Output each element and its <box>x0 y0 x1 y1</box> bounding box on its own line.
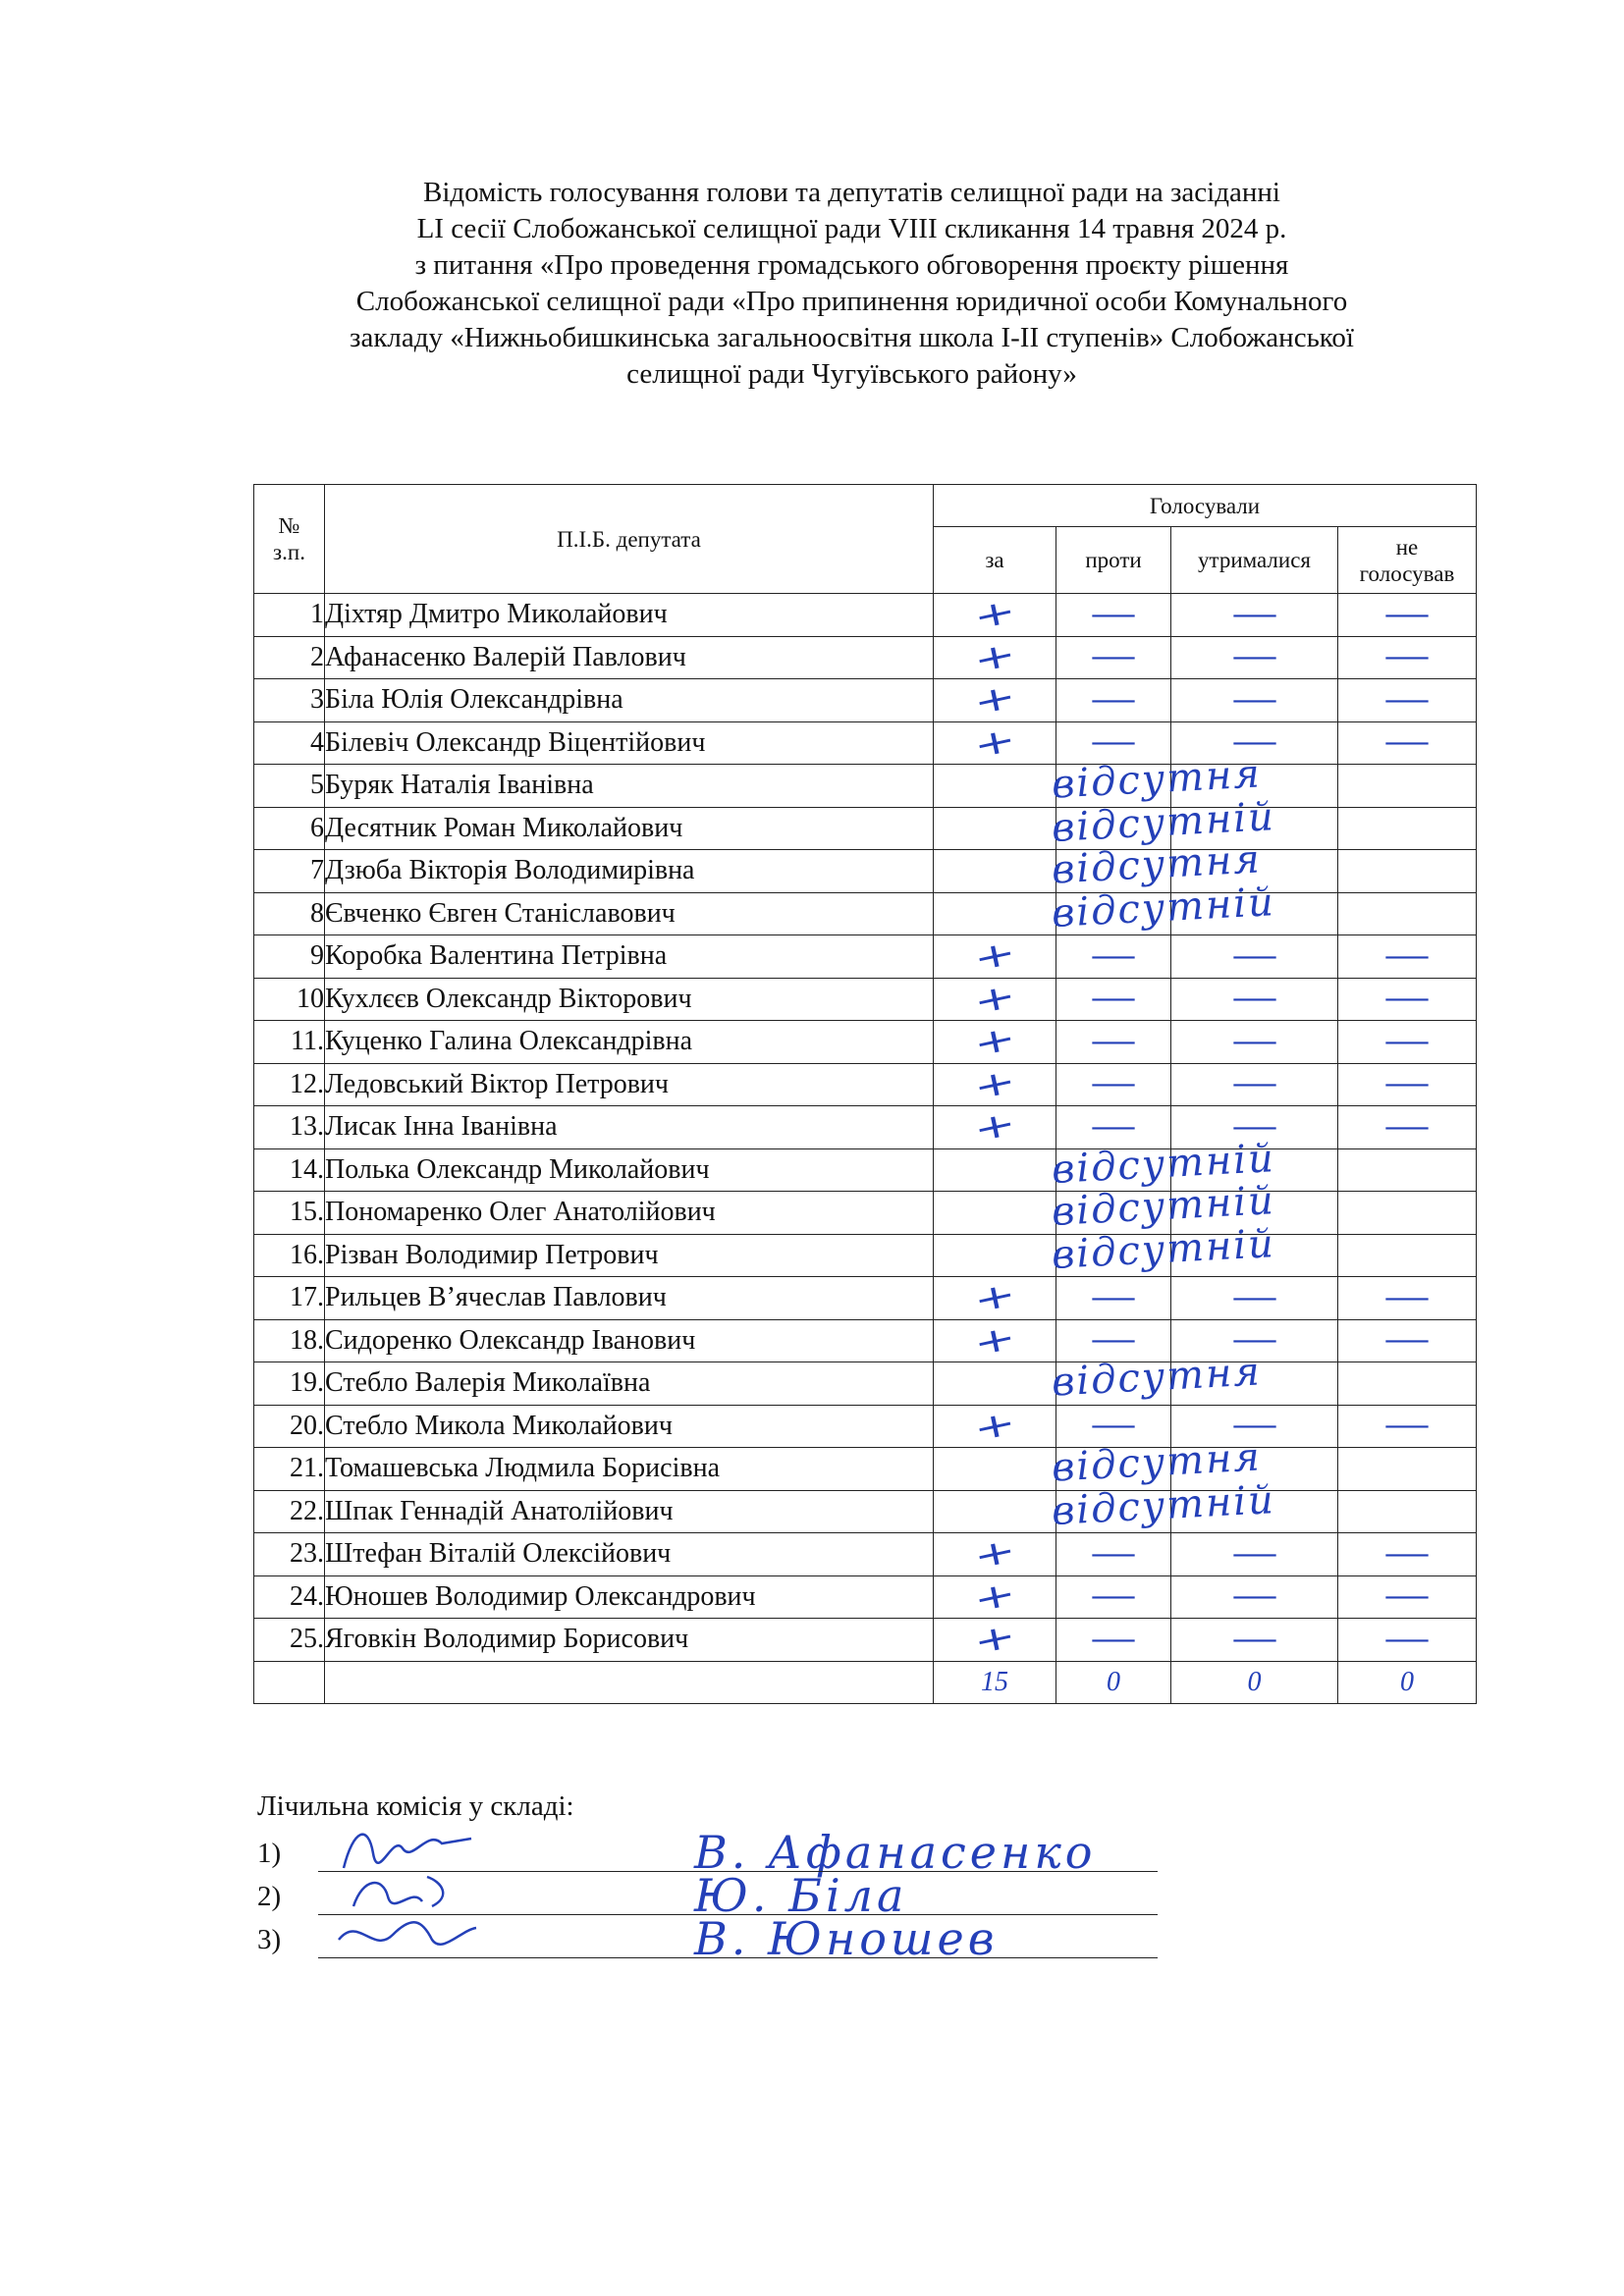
vote-abstained-mark: — <box>1230 938 1278 974</box>
vote-abstained-cell <box>1171 1575 1338 1619</box>
deputy-name: Дзюба Вікторія Володимирівна <box>325 850 934 893</box>
vote-for-cell <box>934 1434 1263 1491</box>
vote-rows <box>254 591 1477 1664</box>
commission-member <box>257 1912 1239 1965</box>
absent-note: відсутня <box>1050 751 1263 808</box>
deputy-name: Лисак Інна Іванівна <box>325 1106 934 1149</box>
absent-note: відсутній <box>1050 793 1276 851</box>
row-number: 12. <box>254 1063 325 1106</box>
vote-not-voted-mark: — <box>1383 1536 1431 1572</box>
table-row <box>254 935 1477 979</box>
vote-not-voted-cell <box>1338 1362 1477 1406</box>
vote-not-voted-cell <box>1338 935 1477 979</box>
vote-against-cell <box>1056 636 1171 679</box>
row-number: 16. <box>254 1234 325 1277</box>
vote-against-mark: — <box>1090 1109 1137 1145</box>
vote-for-cell <box>934 1220 1276 1278</box>
row-number: 6 <box>254 807 325 850</box>
deputy-name: Яговкін Володимир Борисович <box>325 1619 934 1662</box>
row-number: 20. <box>254 1405 325 1448</box>
vote-for-cell <box>934 591 1056 639</box>
heading-line-2: LI сесії Слобожанської селищної ради VIII скликання 14 травня 2024 р. <box>416 213 1287 244</box>
vote-not-voted-cell <box>1338 636 1477 679</box>
vote-against-cell <box>1056 1277 1171 1320</box>
vote-abstained-mark: — <box>1230 682 1278 718</box>
member-index: 2) <box>257 1881 282 1912</box>
vote-abstained-mark: — <box>1230 1536 1278 1572</box>
vote-for-mark: + <box>969 1060 1020 1108</box>
row-number: 18. <box>254 1319 325 1362</box>
vote-abstained-mark: — <box>1230 982 1278 1017</box>
vote-not-voted-cell <box>1338 978 1477 1021</box>
vote-against-cell <box>1056 1575 1171 1619</box>
table-row <box>254 1319 1477 1362</box>
vote-not-voted-mark: — <box>1383 1409 1431 1444</box>
deputy-name: Пономаренко Олег Анатолійович <box>325 1192 934 1235</box>
vote-abstained-cell <box>1171 1021 1338 1064</box>
deputy-name: Стебло Микола Миколайович <box>325 1405 934 1448</box>
row-number: 21. <box>254 1448 325 1491</box>
header-against: проти <box>1056 527 1171 594</box>
vote-against-cell <box>1056 1063 1171 1106</box>
vote-for-cell <box>934 751 1263 808</box>
row-number: 2 <box>254 636 325 679</box>
vote-not-voted-cell <box>1338 1021 1477 1064</box>
heading-line-1: Відомість голосування голови та депутатів селищної ради на засіданні <box>423 177 1280 208</box>
vote-for-mark: + <box>969 719 1020 767</box>
vote-against-mark: — <box>1090 1409 1137 1444</box>
vote-for-mark: + <box>969 591 1020 639</box>
signature-image <box>334 1824 481 1873</box>
vote-abstained-cell <box>1171 978 1338 1021</box>
commission-title: Лічильна комісія у складі: <box>257 1790 574 1822</box>
vote-against-mark: — <box>1090 597 1137 632</box>
vote-not-voted-cell <box>1338 1277 1477 1320</box>
vote-not-voted-cell <box>1338 850 1477 893</box>
vote-abstained-mark: — <box>1230 725 1278 761</box>
vote-abstained-mark: — <box>1230 1280 1278 1315</box>
table-row <box>254 1192 1477 1235</box>
vote-for-cell <box>934 935 1056 979</box>
header-name: П.І.Б. депутата <box>325 485 934 594</box>
vote-not-voted-cell <box>1338 1192 1477 1235</box>
member-name: Ю. Біла <box>694 1869 908 1922</box>
table-row <box>254 1533 1477 1576</box>
heading-line-5: закладу «Нижньобишкинська загальноосвітня школа І-ІІ ступенів» Слобожанської <box>350 322 1354 353</box>
vote-against-mark: — <box>1090 1323 1137 1359</box>
vote-for-mark: + <box>969 933 1020 981</box>
vote-for-cell <box>934 1530 1056 1578</box>
signature-image <box>334 1867 481 1916</box>
deputy-name: Штефан Віталій Олексійович <box>325 1533 934 1576</box>
row-number: 7 <box>254 850 325 893</box>
vote-not-voted-mark: — <box>1383 1579 1431 1615</box>
absent-note: відсутня <box>1050 1434 1263 1491</box>
deputy-name: Сидоренко Олександр Іванович <box>325 1319 934 1362</box>
deputy-name: Стебло Валерія Миколаївна <box>325 1362 934 1406</box>
table-row <box>254 1448 1477 1491</box>
heading-line-3: з питання «Про проведення громадського обговорення проєкту рішення <box>414 249 1289 281</box>
vote-not-voted-cell <box>1338 1619 1477 1662</box>
vote-for-cell <box>934 721 1056 765</box>
vote-for-mark: + <box>969 1274 1020 1322</box>
total-against: 0 <box>1056 1661 1171 1704</box>
vote-not-voted-mark: — <box>1383 1323 1431 1359</box>
vote-for-cell <box>934 1476 1276 1534</box>
vote-for-cell <box>934 1616 1056 1664</box>
table-row <box>254 1619 1477 1662</box>
vote-for-cell <box>934 1178 1276 1235</box>
deputy-name: Ледовський Віктор Петрович <box>325 1063 934 1106</box>
table-row <box>254 850 1477 893</box>
vote-abstained-cell <box>1171 1063 1338 1106</box>
vote-for-cell <box>934 1402 1056 1450</box>
vote-not-voted-cell <box>1338 1533 1477 1576</box>
deputy-name: Куценко Галина Олександрівна <box>325 1021 934 1064</box>
vote-for-mark: + <box>969 633 1020 681</box>
vote-not-voted-cell <box>1338 765 1477 808</box>
vote-abstained-mark: — <box>1230 597 1278 632</box>
absent-note: відсутній <box>1050 879 1276 936</box>
deputy-name: Біла Юлія Олександрівна <box>325 679 934 722</box>
vote-against-mark: — <box>1090 1536 1137 1572</box>
deputy-name: Буряк Наталія Іванівна <box>325 765 934 808</box>
table-row <box>254 892 1477 935</box>
absent-note: відсутній <box>1050 1220 1276 1278</box>
vote-for-cell <box>934 1060 1056 1108</box>
table-row <box>254 1405 1477 1448</box>
deputy-name: Юношев Володимир Олександрович <box>325 1575 934 1619</box>
deputy-name: Полька Олександр Миколайович <box>325 1148 934 1192</box>
deputy-name: Рильцев В’ячеслав Павлович <box>325 1277 934 1320</box>
vote-not-voted-mark: — <box>1383 938 1431 974</box>
vote-abstained-mark: — <box>1230 1622 1278 1657</box>
table-row <box>254 765 1477 808</box>
vote-for-cell <box>934 1575 1056 1619</box>
deputy-name: Кухлєєв Олександр Вікторович <box>325 978 934 1021</box>
vote-for-mark: + <box>969 1530 1020 1578</box>
vote-not-voted-cell <box>1338 1490 1477 1533</box>
member-index: 1) <box>257 1838 282 1869</box>
table-row <box>254 594 1477 637</box>
deputy-name: Томашевська Людмила Борисівна <box>325 1448 934 1491</box>
vote-abstained-mark: — <box>1230 1323 1278 1359</box>
vote-not-voted-mark: — <box>1383 597 1431 632</box>
vote-not-voted-cell <box>1338 1575 1477 1619</box>
vote-for-mark: + <box>969 1573 1020 1621</box>
vote-for-cell <box>934 1018 1056 1066</box>
vote-against-mark: — <box>1090 1280 1137 1315</box>
member-index: 3) <box>257 1924 282 1955</box>
total-for: 15 <box>934 1661 1056 1704</box>
heading-line-4: Слобожанської селищної ради «Про припинення юридичної особи Комунального <box>355 286 1348 317</box>
vote-not-voted-cell <box>1338 1106 1477 1149</box>
deputy-name: Євченко Євген Станіславович <box>325 892 934 935</box>
vote-against-cell <box>1056 1021 1171 1064</box>
vote-abstained-cell <box>1171 1533 1338 1576</box>
total-abstained: 0 <box>1171 1661 1338 1704</box>
deputy-name: Десятник Роман Миколайович <box>325 807 934 850</box>
row-number: 13. <box>254 1106 325 1149</box>
vote-not-voted-mark: — <box>1383 982 1431 1017</box>
vote-abstained-cell <box>1171 636 1338 679</box>
absent-note: відсутня <box>1050 1349 1263 1406</box>
signature-image <box>334 1910 481 1959</box>
vote-for-cell <box>934 879 1276 936</box>
vote-abstained-mark: — <box>1230 640 1278 675</box>
deputy-name: Діхтяр Дмитро Миколайович <box>325 594 934 637</box>
totals-name-cell <box>325 1661 934 1704</box>
row-number: 8 <box>254 892 325 935</box>
vote-for-cell <box>934 836 1263 893</box>
vote-against-mark: — <box>1090 1622 1137 1657</box>
deputy-name: Шпак Геннадій Анатолійович <box>325 1490 934 1533</box>
table-row <box>254 1234 1477 1277</box>
table-row <box>254 1148 1477 1192</box>
vote-not-voted-cell <box>1338 679 1477 722</box>
vote-against-cell <box>1056 935 1171 979</box>
vote-against-mark: — <box>1090 640 1137 675</box>
vote-not-voted-mark: — <box>1383 640 1431 675</box>
vote-for-cell <box>934 975 1056 1023</box>
vote-against-cell <box>1056 679 1171 722</box>
vote-not-voted-cell <box>1338 1063 1477 1106</box>
totals-row <box>254 1661 1477 1704</box>
vote-for-cell <box>934 633 1056 681</box>
vote-not-voted-cell <box>1338 721 1477 765</box>
vote-abstained-mark: — <box>1230 1067 1278 1102</box>
row-number: 17. <box>254 1277 325 1320</box>
row-number: 14. <box>254 1148 325 1192</box>
vote-against-mark: — <box>1090 1024 1137 1059</box>
vote-not-voted-cell <box>1338 1405 1477 1448</box>
total-not-voted: 0 <box>1338 1661 1477 1704</box>
vote-not-voted-cell <box>1338 594 1477 637</box>
vote-not-voted-mark: — <box>1383 1067 1431 1102</box>
vote-not-voted-cell <box>1338 892 1477 935</box>
row-number: 19. <box>254 1362 325 1406</box>
vote-against-mark: — <box>1090 982 1137 1017</box>
table-row <box>254 978 1477 1021</box>
vote-for-cell <box>934 1103 1056 1151</box>
vote-for-mark: + <box>969 1316 1020 1364</box>
vote-not-voted-cell <box>1338 1234 1477 1277</box>
vote-abstained-cell <box>1171 594 1338 637</box>
vote-against-mark: — <box>1090 725 1137 761</box>
vote-for-mark: + <box>969 975 1020 1023</box>
vote-abstained-cell <box>1171 679 1338 722</box>
deputy-name: Афанасенко Валерій Павлович <box>325 636 934 679</box>
table-row <box>254 721 1477 765</box>
row-number: 25. <box>254 1619 325 1662</box>
header-for: за <box>934 527 1056 594</box>
vote-for-cell <box>934 1274 1056 1322</box>
vote-abstained-mark: — <box>1230 1024 1278 1059</box>
counting-commission <box>257 1789 1239 1965</box>
vote-not-voted-cell <box>1338 1319 1477 1362</box>
table-row <box>254 636 1477 679</box>
row-number: 23. <box>254 1533 325 1576</box>
vote-against-cell <box>1056 1619 1171 1662</box>
vote-for-mark: + <box>969 1103 1020 1151</box>
vote-against-mark: — <box>1090 1579 1137 1615</box>
vote-not-voted-mark: — <box>1383 1622 1431 1657</box>
row-number: 24. <box>254 1575 325 1619</box>
table-row <box>254 1277 1477 1320</box>
vote-for-mark: + <box>969 1616 1020 1664</box>
absent-note: відсутній <box>1050 1178 1276 1235</box>
vote-not-voted-mark: — <box>1383 1024 1431 1059</box>
table-row <box>254 1021 1477 1064</box>
vote-for-cell <box>934 1135 1276 1193</box>
table-row <box>254 1362 1477 1406</box>
header-number: № з.п. <box>254 485 325 594</box>
vote-not-voted-cell <box>1338 807 1477 850</box>
vote-against-cell <box>1056 978 1171 1021</box>
header-not-voted: не голосував <box>1338 527 1477 594</box>
member-name: В. Юношев <box>694 1912 999 1965</box>
row-number: 4 <box>254 721 325 765</box>
row-number: 10 <box>254 978 325 1021</box>
absent-note: відсутня <box>1050 836 1263 893</box>
deputy-name: Білевіч Олександр Віцентійович <box>325 721 934 765</box>
vote-abstained-cell <box>1171 1277 1338 1320</box>
vote-for-mark: + <box>969 1018 1020 1066</box>
vote-for-cell <box>934 676 1056 724</box>
header-voted: Голосували <box>934 485 1477 527</box>
vote-for-mark: + <box>969 676 1020 724</box>
absent-note: відсутній <box>1050 1476 1276 1534</box>
vote-for-cell <box>934 793 1276 851</box>
vote-against-mark: — <box>1090 938 1137 974</box>
vote-abstained-mark: — <box>1230 1409 1278 1444</box>
vote-not-voted-cell <box>1338 1448 1477 1491</box>
row-number: 1 <box>254 594 325 637</box>
vote-not-voted-mark: — <box>1383 725 1431 761</box>
table-row <box>254 1063 1477 1106</box>
vote-not-voted-cell <box>1338 1148 1477 1192</box>
table-row <box>254 1490 1477 1533</box>
deputy-name: Коробка Валентина Петрівна <box>325 935 934 979</box>
row-number: 15. <box>254 1192 325 1235</box>
header-abstained: утрималися <box>1171 527 1338 594</box>
vote-for-cell <box>934 1349 1263 1406</box>
signature-line <box>318 1957 1158 1958</box>
document-heading <box>245 175 1458 393</box>
table-row <box>254 1106 1477 1149</box>
vote-for-mark: + <box>969 1402 1020 1450</box>
row-number: 22. <box>254 1490 325 1533</box>
row-number: 9 <box>254 935 325 979</box>
vote-for-cell <box>934 1316 1056 1364</box>
vote-against-mark: — <box>1090 682 1137 718</box>
vote-abstained-mark: — <box>1230 1109 1278 1145</box>
vote-not-voted-mark: — <box>1383 1109 1431 1145</box>
table-row <box>254 679 1477 722</box>
vote-abstained-cell <box>1171 935 1338 979</box>
totals-num-cell <box>254 1661 325 1704</box>
vote-against-cell <box>1056 594 1171 637</box>
voting-table <box>253 484 1477 1704</box>
vote-against-mark: — <box>1090 1067 1137 1102</box>
vote-abstained-cell <box>1171 1619 1338 1662</box>
row-number: 11. <box>254 1021 325 1064</box>
absent-note: відсутній <box>1050 1135 1276 1193</box>
vote-not-voted-mark: — <box>1383 682 1431 718</box>
vote-against-cell <box>1056 1533 1171 1576</box>
member-name: В. Афанасенко <box>694 1826 1097 1879</box>
vote-not-voted-mark: — <box>1383 1280 1431 1315</box>
row-number: 5 <box>254 765 325 808</box>
row-number: 3 <box>254 679 325 722</box>
vote-abstained-mark: — <box>1230 1579 1278 1615</box>
heading-line-6: селищної ради Чугуївського району» <box>626 358 1077 390</box>
table-row <box>254 1575 1477 1619</box>
table-row <box>254 807 1477 850</box>
deputy-name: Різван Володимир Петрович <box>325 1234 934 1277</box>
